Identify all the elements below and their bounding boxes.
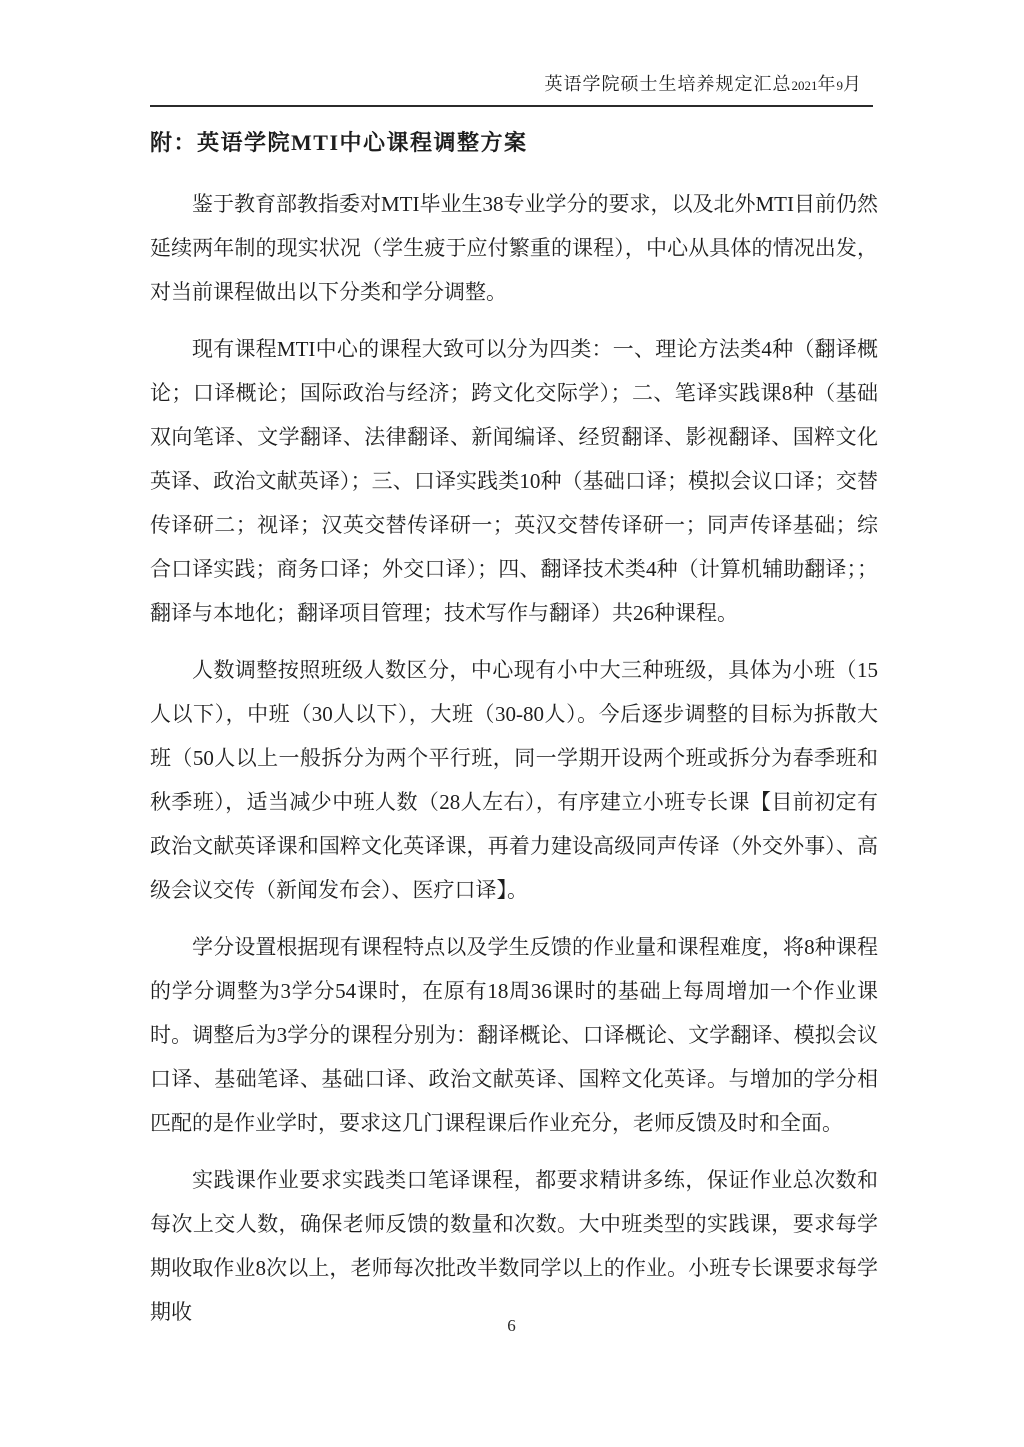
paragraph-3: 人数调整按照班级人数区分，中心现有小中大三种班级，具体为小班（15人以下），中班（30人以下），大班（30-80人）。今后逐步调整的目标为拆散大班（50人以上一般拆分为两个平行班，同一学期开设两个班或拆分为春季班和秋季班），适当减少中班人数（28人左右），有序建立小班专长课【目前初定有政治文献英译课和国粹文化英译课，再着力建设高级同声传译（外交外事）、高级会议交传（新闻发布会）、医疗口译】。 [150, 658, 878, 902]
header-month: 9 [836, 78, 843, 93]
page-header [150, 70, 862, 96]
header-year: 2021 [791, 78, 818, 93]
header-year-unit: 年 [817, 74, 837, 94]
header-divider-line [150, 105, 873, 107]
paragraph-4: 学分设置根据现有课程特点以及学生反馈的作业量和课程难度，将8种课程的学分调整为3学分54课时，在原有18周36课时的基础上每周增加一个作业课时。调整后为3学分的课程分别为：翻译概论、口译概论、文学翻译、模拟会议口译、基础笔译、基础口译、政治文献英译、国粹文化英译。与增加的学分相匹配的是作业学时，要求这几门课程课后作业充分，老师反馈及时和全面。 [150, 935, 878, 1135]
header-title-text: 英语学院硕士生培养规定汇总 [544, 74, 792, 94]
document-body [150, 182, 878, 1347]
header-month-unit: 月 [843, 74, 862, 94]
paragraph-5: 实践课作业要求实践类口笔译课程，都要求精讲多练，保证作业总次数和每次上交人数，确保老师反馈的数量和次数。大中班类型的实践课，要求每学期收取作业8次以上，老师每次批改半数同学以上的作业。小班专长课要求每学期收 [150, 1168, 878, 1324]
page-title: 附：英语学院MTI中心课程调整方案 [150, 130, 528, 155]
paragraph-2: 现有课程MTI中心的课程大致可以分为四类：一、理论方法类4种（翻译概论；口译概论；国际政治与经济；跨文化交际学）；二、笔译实践课8种（基础双向笔译、文学翻译、法律翻译、新闻编译、经贸翻译、影视翻译、国粹文化英译、政治文献英译）；三、口译实践类10种（基础口译；模拟会议口译；交替传译研二；视译；汉英交替传译研一；英汉交替传译研一；同声传译基础；综合口译实践；商务口译；外交口译）；四、翻译技术类4种（计算机辅助翻译；；翻译与本地化；翻译项目管理；技术写作与翻译）共26种课程。 [150, 337, 878, 625]
page-number: 6 [507, 1316, 516, 1335]
paragraph-1: 鉴于教育部教指委对MTI毕业生38专业学分的要求，以及北外MTI目前仍然延续两年制的现实状况（学生疲于应付繁重的课程），中心从具体的情况出发，对当前课程做出以下分类和学分调整。 [150, 192, 878, 304]
